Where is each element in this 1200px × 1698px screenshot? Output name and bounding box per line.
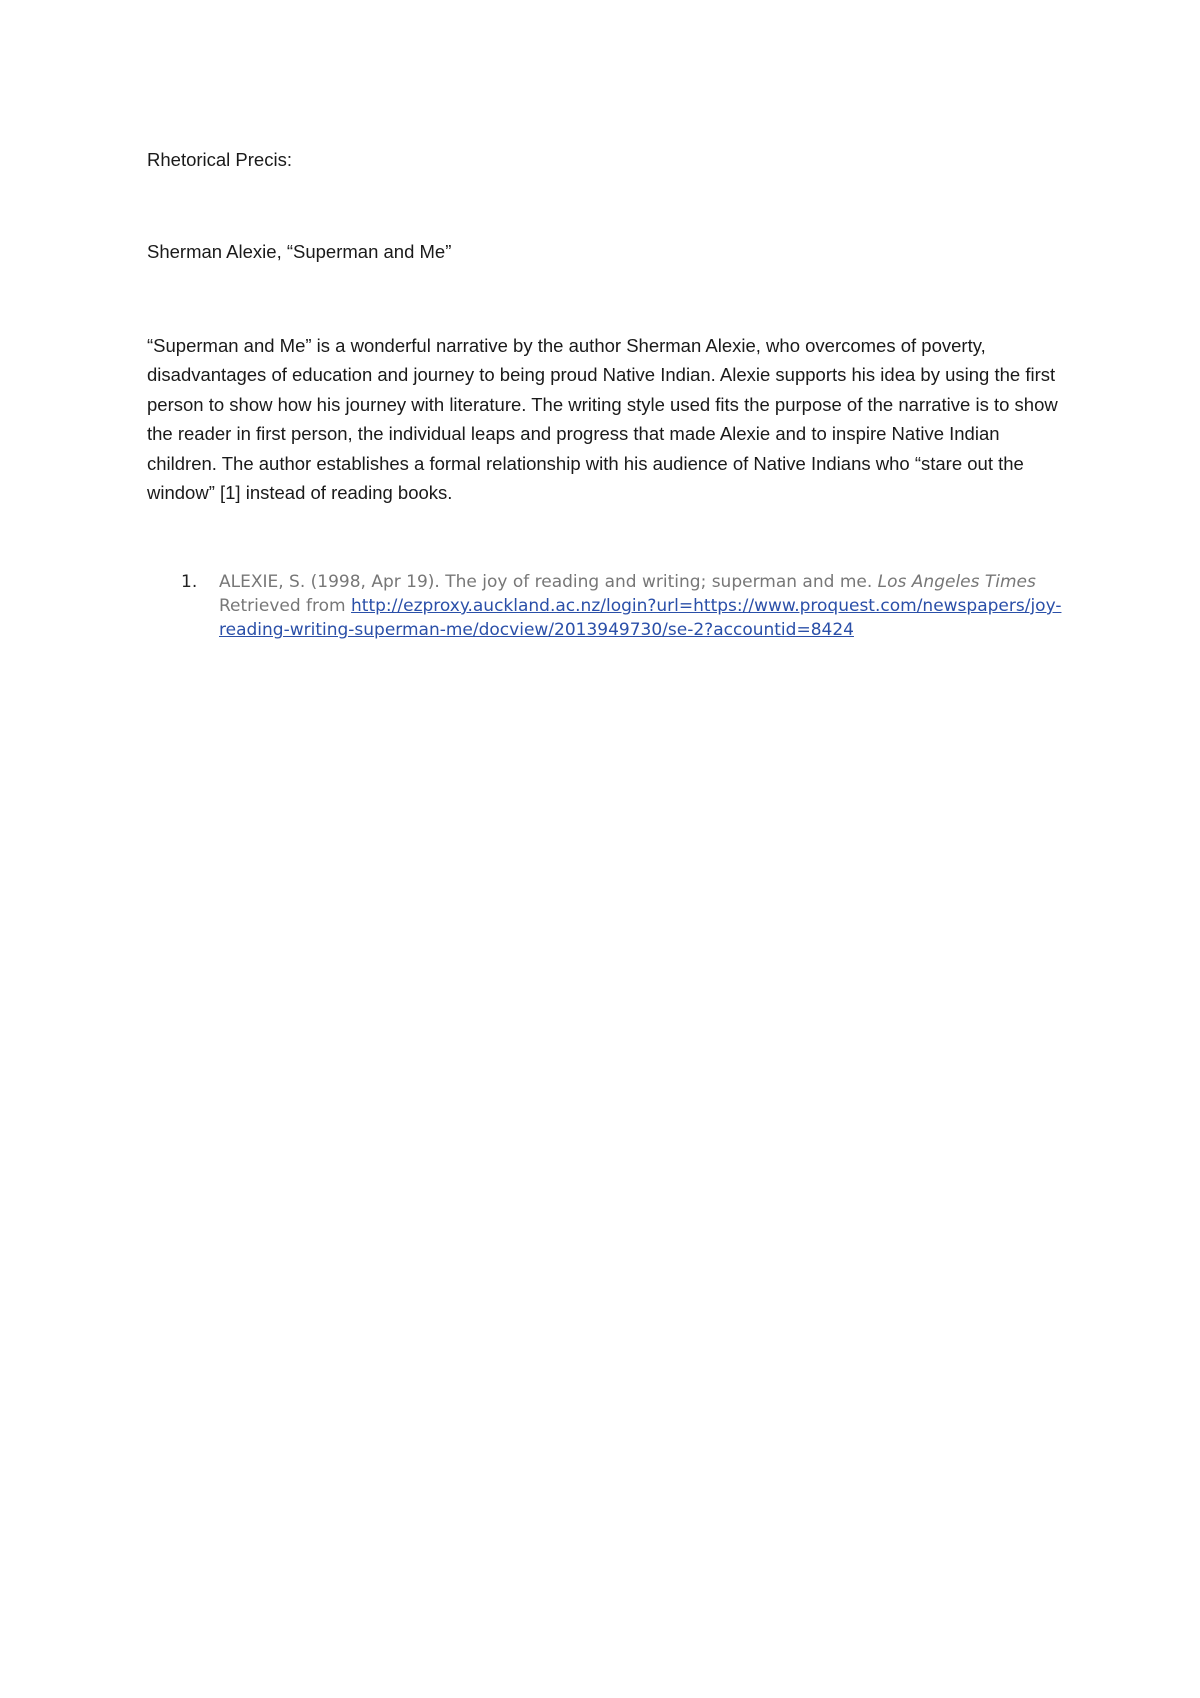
reference-item (147, 570, 1067, 642)
precis-paragraph: “Superman and Me” is a wonderful narrative by the author Sherman Alexie, who overcomes of poverty, disadvantages of education and journey to being proud Native Indian. Alexie supports his idea by using the first person to show how his journey with literature. The writing style used fits the purpose of the narrative is to show the reader in first person, the individual leaps and progress that made Alexie and to inspire Native Indian children. The author establishes a formal relationship with his audience of Native Indians who “stare out the window” [1] instead of reading books. (147, 335, 1058, 504)
reference-list (147, 570, 1067, 642)
reference-number: 1. (181, 572, 198, 592)
document-heading: Rhetorical Precis: (147, 149, 292, 170)
reference-retrieved-label: Retrieved from (219, 596, 352, 616)
reference-url-link[interactable]: http://ezproxy.auckland.ac.nz/login?url=https://www.proquest.com/newspapers/joy-reading-writing-superman-me/docview/2013949730/se-2?accountid=8424 (219, 596, 1062, 640)
reference-source: Los Angeles Times (877, 572, 1036, 592)
document-subject: Sherman Alexie, “Superman and Me” (147, 241, 452, 262)
reference-citation: ALEXIE, S. (1998, Apr 19). The joy of reading and writing; superman and me. (219, 572, 878, 592)
